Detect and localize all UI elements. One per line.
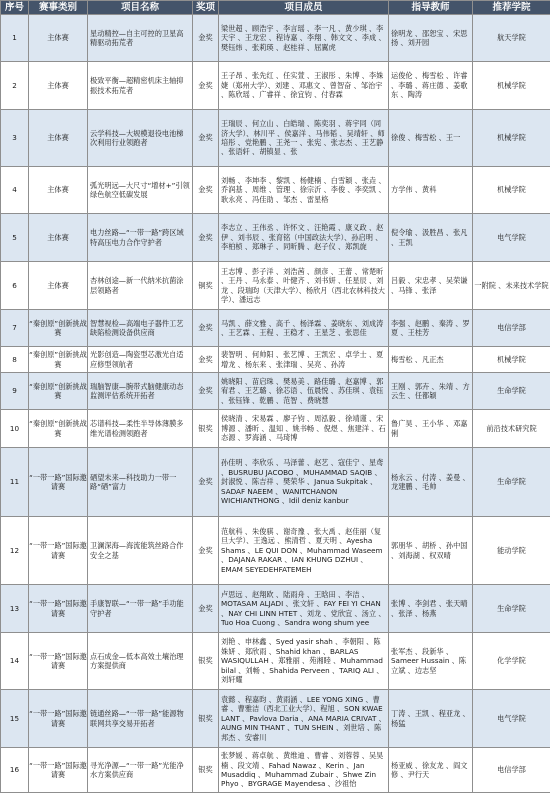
row-category: 主体赛 xyxy=(29,214,88,262)
row-members: 袁懿 、程嘉昀 、黄雨涵 、LEE YONG XING 、曹睿 、曹雅洁（西北工业大学）、程旭 、SON KWAE LANT 、Pavlova Daria 、ANA MARIA CRIVAT 、AUNG MIN THANT 、TUN SHEIN 、刘世培 、陈邦杰 、安睿川 xyxy=(219,690,389,748)
table-row xyxy=(1,214,550,262)
row-project: 硒望未来—科技助力一带一路“硒”富力 xyxy=(88,448,193,517)
row-school: 机械学院 xyxy=(473,347,550,373)
row-no: 6 xyxy=(1,262,29,310)
row-members: 王子昂 、张先红 、任实萱 、王淑彤 、朱博 、李姝婕（郑州大学）、刘建 、邓惠文 、曾智奋 、邹治宇 、陈欣瑶 、广睿祥 、徐宜钧 、付春霖 xyxy=(219,62,389,110)
row-category: 主体赛 xyxy=(29,110,88,167)
row-category: 主体赛 xyxy=(29,262,88,310)
row-school: 机械学院 xyxy=(473,110,550,167)
header-category: 赛事类别 xyxy=(29,1,88,15)
row-school: 生命学院 xyxy=(473,585,550,633)
table-row xyxy=(1,15,550,62)
row-project: 云学科技—大规模退役电池梯次利用行业领跑者 xyxy=(88,110,193,167)
row-teachers: 鲁广昊 、王小华 、邓嘉俐 xyxy=(389,410,473,448)
table-row xyxy=(1,167,550,214)
row-teachers: 郭朋华 、胡桥 、孙中国 、刘海湖 、权双晴 xyxy=(389,517,473,585)
row-school: 一附院 、未来技术学院 xyxy=(473,262,550,310)
row-members: 卢思远 、赵翔欧 、陆雨舟 、王晗田 、李洁 、MOTASAM ALJADI 、张文轩 、FAY FEI YI CHAN 、NAY CHI LINN HTET 、刘龙 、党欣宜 、汤立 、Tuo Hoa Cuong 、Sandra wong shum yee xyxy=(219,585,389,633)
row-project: 光影创造—陶瓷型芯激光自适应修型领航者 xyxy=(88,347,193,373)
table-row xyxy=(1,690,550,748)
row-award: 金奖 xyxy=(193,167,219,214)
row-award: 银奖 xyxy=(193,633,219,690)
row-no: 13 xyxy=(1,585,29,633)
row-project: 星动精控—自主可控的卫星高精驱动拓荒者 xyxy=(88,15,193,62)
row-project: 手康智联—“一带一路”手功能守护者 xyxy=(88,585,193,633)
row-no: 3 xyxy=(1,110,29,167)
table-row xyxy=(1,517,550,585)
row-category: “秦创原”创新挑战赛 xyxy=(29,347,88,373)
row-award: 金奖 xyxy=(193,373,219,410)
row-no: 4 xyxy=(1,167,29,214)
row-members: 侯晓清 、宋易霖 、廖子钧 、周泓毅 、徐靖谨 、宋博源 、潘昕 、温知 、姚书畅 、倪煜 、焦建洋 、石态源 、罗海涵 、马琦博 xyxy=(219,410,389,448)
row-category: “秦创原”创新挑战赛 xyxy=(29,373,88,410)
row-school: 机械学院 xyxy=(473,62,550,110)
row-award: 金奖 xyxy=(193,62,219,110)
row-no: 7 xyxy=(1,310,29,347)
row-no: 16 xyxy=(1,748,29,793)
row-project: 弧光明远—大尺寸“增材+”引领绿色航空低碳发展 xyxy=(88,167,193,214)
row-teachers: 徐俊 、梅雪松 、王一 xyxy=(389,110,473,167)
row-members: 马凯 、薛文雅 、高千 、杨泽霖 、姜晓东 、刘成涛 、王艺霖 、王程 、王稳才 、王星芝 、张思佳 xyxy=(219,310,389,347)
row-category: 主体赛 xyxy=(29,15,88,62)
table-row xyxy=(1,110,550,167)
row-no: 5 xyxy=(1,214,29,262)
row-members: 张梦媛 、蒋卓航 、黄维迪 、曹睿 、刘蓉蓉 、吴昊楠 、段文靖 、Fahad Nawaz 、Kerin 、Jan Musaddiq 、Muhammad Zubair 、Shwe Zin Phyo 、BYGRAGE Mayendesa 、沙祖怡 xyxy=(219,748,389,793)
row-award: 银奖 xyxy=(193,690,219,748)
row-school: 生命学院 xyxy=(473,373,550,410)
row-category: “一带一路”国际邀请赛 xyxy=(29,448,88,517)
table-row xyxy=(1,310,550,347)
row-members: 范航科 、朱俊骐 、谢奇豫 、张大禹 、赵佳丽（复旦大学）、王逸远 、熊清哲 、夏天明 、Ayesha Shams 、LE QUI DON 、Muhammad Waseem 、DAJANA RAKAR 、IAN KHUNG DZHUI 、EMAM SEYEDEHFATEMEH xyxy=(219,517,389,585)
row-teachers: 王刚 、郭卉 、朱靖 、方云生 、任都颖 xyxy=(389,373,473,410)
row-teachers: 徐明龙 、邵恕宝 、宋思扬 、刘开园 xyxy=(389,15,473,62)
row-project: 智慧视检—高端电子器件工艺缺陷检测设备供应商 xyxy=(88,310,193,347)
row-school: 化学学院 xyxy=(473,633,550,690)
row-award: 银奖 xyxy=(193,410,219,448)
row-school: 航天学院 xyxy=(473,15,550,62)
table-row xyxy=(1,62,550,110)
row-project: 极致平衡—超精密机床主轴抑振技术拓荒者 xyxy=(88,62,193,110)
table-row xyxy=(1,262,550,310)
header-school: 推荐学院 xyxy=(473,1,550,15)
table-row xyxy=(1,373,550,410)
row-no: 10 xyxy=(1,410,29,448)
row-teachers: 张博 、李剑君 、张天晴 、张泽 、杨燕 xyxy=(389,585,473,633)
header-teachers: 指导教师 xyxy=(389,1,473,15)
row-project: 寻光净源—“一带一路”光能净水方案供应商 xyxy=(88,748,193,793)
row-school: 电信学部 xyxy=(473,748,550,793)
table-header-row xyxy=(1,1,550,15)
row-teachers: 张军杰 、段新华 、Sameer Hussain 、陈立斌 、边志坚 xyxy=(389,633,473,690)
header-no: 序号 xyxy=(1,1,29,15)
row-members: 刘艳 、申林鑫 、Syed yasir shah 、李朝阳 、陈姝妍 、郑欣雨 、Shahid khan 、BARLAS WASIQULLAH 、郑雅丽 、苑湘睦 、Muhammad bilal 、刘畅 、Shahida Perveen 、TARIQ ALI 、刘轩耀 xyxy=(219,633,389,690)
row-members: 刘畅 、李坤李 、黎凯 、杨健楠 、白雪颖 、张垚 、乔润基 、周维 、管理 、徐宗沂 、李俊 、李奕凯 、耿永亮 、冯佳劭 、邹杰 、雷星格 xyxy=(219,167,389,214)
row-project: 点石成金—低本高效土壤治理方案提供商 xyxy=(88,633,193,690)
header-project: 项目名称 xyxy=(88,1,193,15)
row-project: 杏林创途—新一代纳米抗菌涂层领路者 xyxy=(88,262,193,310)
row-members: 梁世超 、顾浩宇 、李言瑶 、李一凡 、黄少琪 、李天宇 、王龙宏 、程诗嘉 、李翔 、韩文文 、李成 、樊钰炜 、张莉瑛 、赵桂祥 、屈翼虎 xyxy=(219,15,389,62)
row-teachers: 运俊伦 、梅雪松 、许睿 、李璐 、蒋庄德 、姜歌东 、陶涛 xyxy=(389,62,473,110)
row-no: 2 xyxy=(1,62,29,110)
row-teachers: 丁涛 、王凯 、程亚龙 、杨猛 xyxy=(389,690,473,748)
row-category: “秦创原”创新挑战赛 xyxy=(29,310,88,347)
row-no: 8 xyxy=(1,347,29,373)
row-category: 主体赛 xyxy=(29,167,88,214)
row-school: 生命学院 xyxy=(473,448,550,517)
row-no: 15 xyxy=(1,690,29,748)
row-award: 金奖 xyxy=(193,214,219,262)
row-award: 金奖 xyxy=(193,110,219,167)
row-school: 电气学院 xyxy=(473,690,550,748)
row-category: 主体赛 xyxy=(29,62,88,110)
row-school: 能动学院 xyxy=(473,517,550,585)
row-no: 14 xyxy=(1,633,29,690)
row-category: “秦创原”创新挑战赛 xyxy=(29,410,88,448)
table-row xyxy=(1,585,550,633)
row-award: 金奖 xyxy=(193,347,219,373)
row-teachers: 杨永云 、付涛 、姜曼 、龙建鹏 、毛帅 xyxy=(389,448,473,517)
row-project: 链通丝路—“一带一路”能源物联网共享交易开拓者 xyxy=(88,690,193,748)
table-row xyxy=(1,410,550,448)
row-award: 铜奖 xyxy=(193,262,219,310)
row-school: 电气学院 xyxy=(473,214,550,262)
row-category: “一带一路”国际邀请赛 xyxy=(29,517,88,585)
row-category: “一带一路”国际邀请赛 xyxy=(29,585,88,633)
row-members: 王志博 、彭子洋 、刘浩茜 、颜彦 、王蕾 、常楚昕 、王丹 、马永泰 、叶健齐 、刘书妍 、任星辰 、刘龙 、段瑞昀（天津大学）、杨欣月（西北农林科技大学）、潘远志 xyxy=(219,262,389,310)
row-no: 9 xyxy=(1,373,29,410)
row-members: 王瑞辰 、何立山 、白皓瑞 、陈奕羽 、蒋宇同（同济大学）、林川平 、侯嘉洋 、马伟韬 、吴靖轩 、师培彤 、党艳鹏 、王尧一 、张宪 、张志杰 、王艺静 、张语轩 、胡镇显 、张 xyxy=(219,110,389,167)
row-no: 1 xyxy=(1,15,29,62)
row-members: 孙佳明 、李欣乐 、马泽蕾 、赵艺 、寇佳宁 、星鸢 、BUSRUBU JACOBO 、MUHAMMAD SAQIB 、封淑悦 、陈吉祥 、樊荣华 、Janua Sukpitak 、SADAF NAEEM 、WANITCHANON WICHIANTHONG 、Idil deniz kanbur xyxy=(219,448,389,517)
row-teachers: 杨亚威 、徐友龙 、阎文修 、尹行天 xyxy=(389,748,473,793)
row-no: 12 xyxy=(1,517,29,585)
row-project: 卫澜深海—海流能筑丝路合作安全之基 xyxy=(88,517,193,585)
row-teachers: 方学伟 、黄科 xyxy=(389,167,473,214)
row-members: 李志立 、王伟丞 、许怀文 、汪艳霞 、康义政 、赵伊 、刘书辰 、张育铭（中国政法大学）、孙启明 、李柏桢 、郑琳子 、同昕腾 、赵子仪 、郑凯旋 xyxy=(219,214,389,262)
row-category: “一带一路”国际邀请赛 xyxy=(29,633,88,690)
row-no: 11 xyxy=(1,448,29,517)
row-school: 机械学院 xyxy=(473,167,550,214)
row-award: 金奖 xyxy=(193,448,219,517)
row-category: “一带一路”国际邀请赛 xyxy=(29,748,88,793)
table-row xyxy=(1,748,550,793)
row-teachers: 梅雪松 、凡正杰 xyxy=(389,347,473,373)
row-category: “一带一路”国际邀请赛 xyxy=(29,690,88,748)
row-project: 芯谱科技—柔性半导体薄膜多维光谱检测领跑者 xyxy=(88,410,193,448)
table-row xyxy=(1,633,550,690)
header-members: 项目成员 xyxy=(219,1,389,15)
row-teachers: 倪令瑜 、汲胜昌 、张凡 、王凯 xyxy=(389,214,473,262)
row-school: 电信学部 xyxy=(473,310,550,347)
table-row xyxy=(1,347,550,373)
row-project: 瑞脑智康—腕带式脑健康动态监测评估系统开拓者 xyxy=(88,373,193,410)
row-teachers: 吕毅 、宋忠孝 、吴荣谦 、马锋 、张泽 xyxy=(389,262,473,310)
row-award: 金奖 xyxy=(193,310,219,347)
row-award: 金奖 xyxy=(193,585,219,633)
row-award: 金奖 xyxy=(193,15,219,62)
row-award: 银奖 xyxy=(193,748,219,793)
table-row xyxy=(1,448,550,517)
row-award: 金奖 xyxy=(193,517,219,585)
row-project: 电力丝路—“一带一路”跨区域特高压电力合作守护者 xyxy=(88,214,193,262)
row-school: 前沿技术研究院 xyxy=(473,410,550,448)
header-award: 奖项 xyxy=(193,1,219,15)
row-members: 裴智明 、何帅阳 、张艺博 、王凯宏 、卓学士 、夏增龙 、杨东来 、张津瑞 、吴亮 、孙涛 xyxy=(219,347,389,373)
row-members: 姚晓阳 、苗启珠 、樊易美 、路佳璐 、赵嘉博 、郭宥君 、王艺璐 、徐芯语 、伍晨悦 、苏佳琪 、袁钰 、张钰锋 、乾鹏 、范智 、费晓慧 xyxy=(219,373,389,410)
row-teachers: 李强 、赵鹏 、秦涛 、罗夏 、王桂芳 xyxy=(389,310,473,347)
